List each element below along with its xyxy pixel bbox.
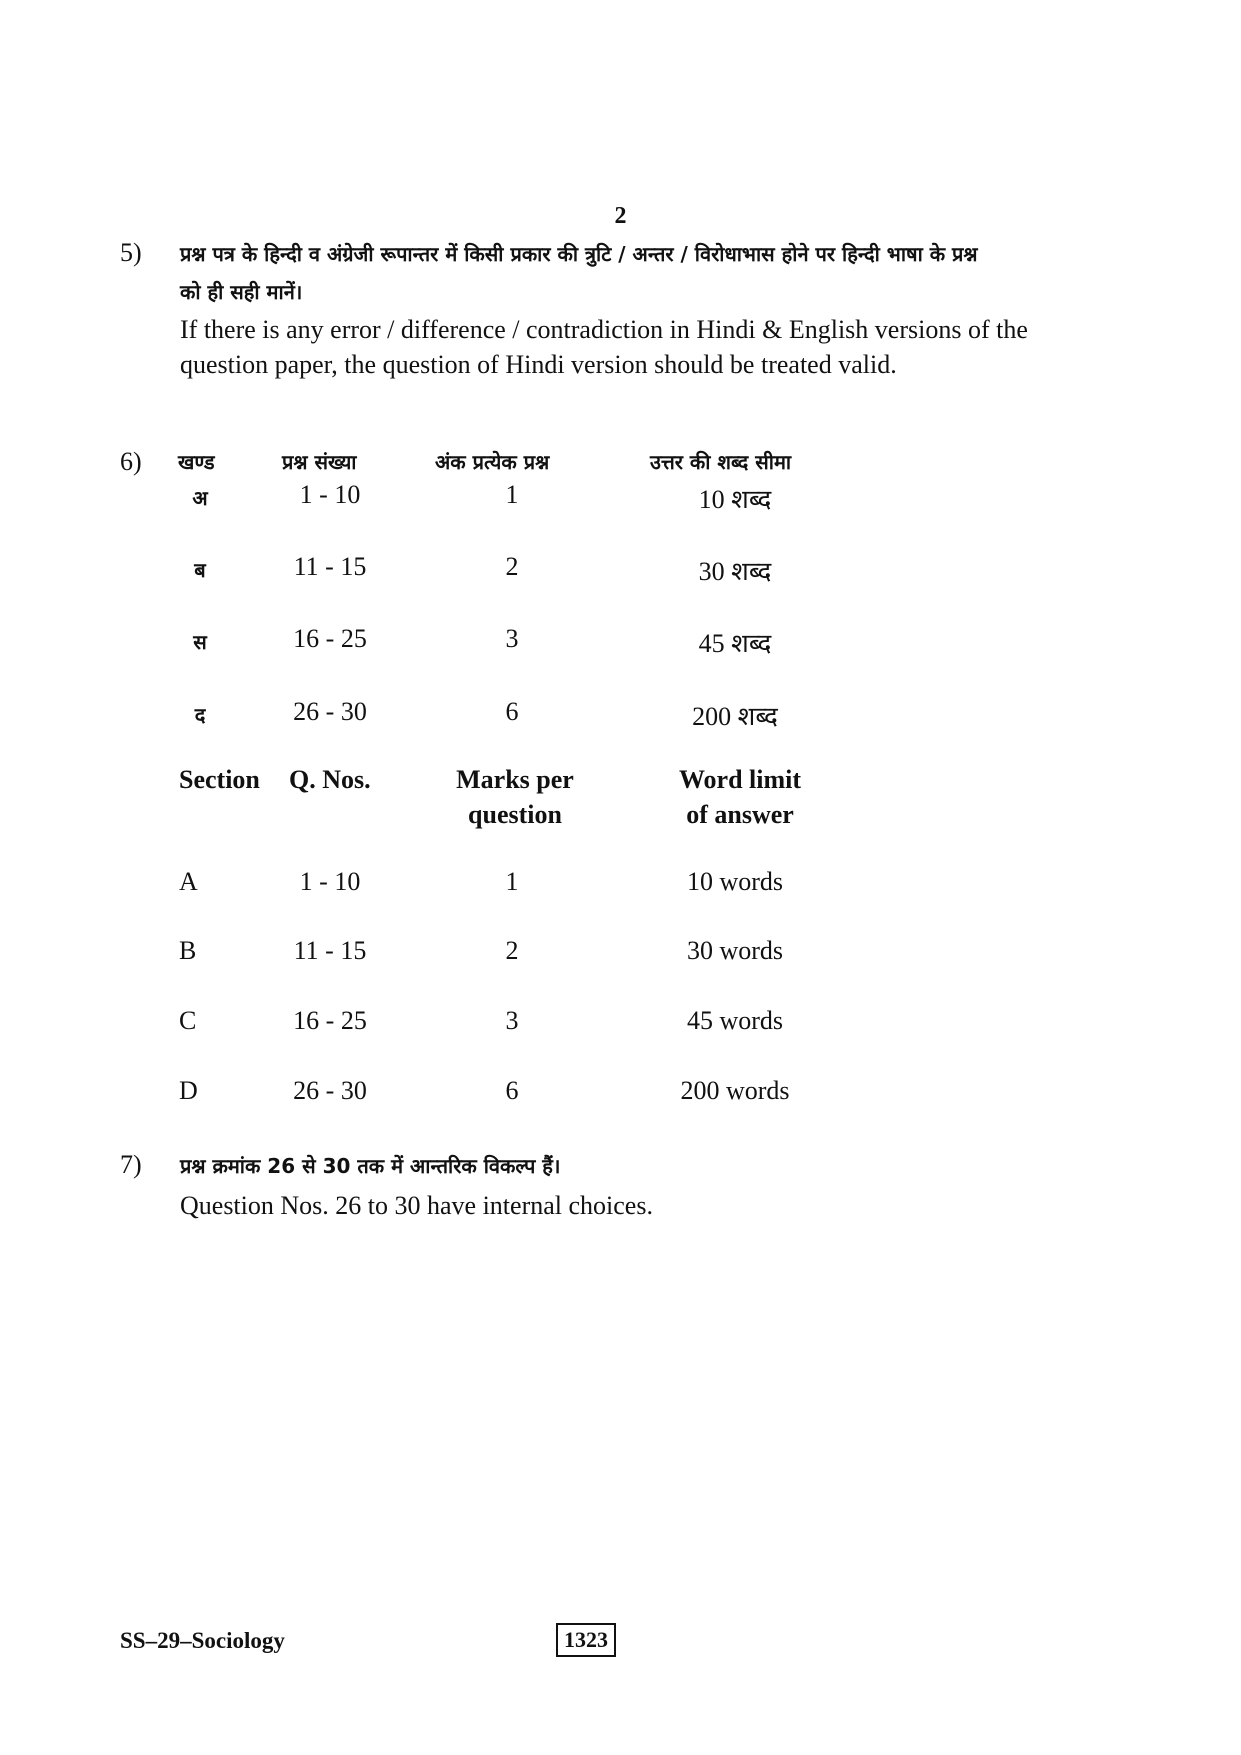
hindi-row-0-cell-1: 1 - 10 [299, 480, 361, 509]
english-row-0-cell-0: A [179, 867, 198, 896]
english-row-1-cell-3: 30 words [686, 936, 784, 965]
english-header-word-line-1: Word limit [678, 765, 802, 794]
item-7-hindi: प्रश्न क्रमांक 26 से 30 तक में आन्तरिक विकल्प हैं। [180, 1154, 561, 1178]
english-row-3-cell-3: 200 words [680, 1076, 790, 1105]
hindi-row-1-cell-3: 30 शब्द [698, 557, 772, 586]
english-row-3-cell-1: 26 - 30 [293, 1076, 367, 1105]
hindi-row-1-cell-0: ब [194, 558, 206, 582]
english-header-word-line-2: of answer [686, 800, 794, 829]
item-5-english-line-1: If there is any error / difference / contradiction in Hindi & English versions of the [180, 315, 1028, 344]
hindi-row-2-cell-3: 45 शब्द [698, 629, 772, 658]
hindi-header-2: अंक प्रत्येक प्रश्न [435, 450, 550, 474]
english-row-0-cell-1: 1 - 10 [299, 867, 361, 896]
english-row-3-cell-2: 6 [505, 1076, 519, 1105]
item-7-number: 7) [120, 1150, 142, 1179]
item-5-hindi-line-1: प्रश्न पत्र के हिन्दी व अंग्रेजी रूपान्तर में किसी प्रकार की त्रुटि / अन्तर / विरोधाभास होने पर हिन्दी भाषा के प्रश्न [180, 242, 978, 266]
english-row-2-cell-0: C [179, 1006, 197, 1035]
english-row-1-cell-2: 2 [505, 936, 519, 965]
hindi-row-3-cell-1: 26 - 30 [293, 697, 367, 726]
item-7-english: Question Nos. 26 to 30 have internal choices. [180, 1191, 653, 1220]
hindi-header-1: प्रश्न संख्या [282, 450, 357, 474]
hindi-header-0: खण्ड [178, 450, 215, 474]
page-number: 2 [614, 203, 627, 229]
hindi-row-0-cell-0: अ [192, 486, 208, 510]
hindi-row-0-cell-2: 1 [505, 480, 519, 509]
english-row-0-cell-2: 1 [505, 867, 519, 896]
english-row-1-cell-0: B [179, 936, 197, 965]
english-header-qnos: Q. Nos. [289, 765, 371, 794]
hindi-row-2-cell-0: स [193, 630, 207, 654]
english-row-2-cell-3: 45 words [686, 1006, 784, 1035]
english-header-section: Section [179, 765, 260, 794]
english-header-marks-line-1: Marks per [456, 765, 574, 794]
english-row-0-cell-3: 10 words [686, 867, 784, 896]
hindi-row-3-cell-3: 200 शब्द [692, 702, 778, 731]
hindi-row-3-cell-2: 6 [505, 697, 519, 726]
hindi-row-1-cell-1: 11 - 15 [293, 552, 367, 581]
hindi-row-1-cell-2: 2 [505, 552, 519, 581]
hindi-row-0-cell-3: 10 शब्द [698, 485, 772, 514]
hindi-row-2-cell-2: 3 [505, 624, 519, 653]
item-5-hindi-line-2: को ही सही मानें। [180, 280, 303, 304]
item-5-english-line-2: question paper, the question of Hindi version should be treated valid. [180, 350, 897, 379]
hindi-row-3-cell-0: द [194, 703, 206, 727]
english-header-marks-line-2: question [468, 800, 562, 829]
english-row-3-cell-0: D [179, 1076, 198, 1105]
item-6-number: 6) [120, 447, 142, 476]
english-row-2-cell-1: 16 - 25 [293, 1006, 367, 1035]
footer-paper-code: SS–29–Sociology [120, 1628, 285, 1653]
item-5-number: 5) [120, 238, 142, 267]
footer-page-box: 1323 [556, 1623, 616, 1657]
hindi-header-3: उत्तर की शब्द सीमा [650, 450, 792, 474]
english-row-1-cell-1: 11 - 15 [293, 936, 367, 965]
english-row-2-cell-2: 3 [505, 1006, 519, 1035]
hindi-row-2-cell-1: 16 - 25 [293, 624, 367, 653]
